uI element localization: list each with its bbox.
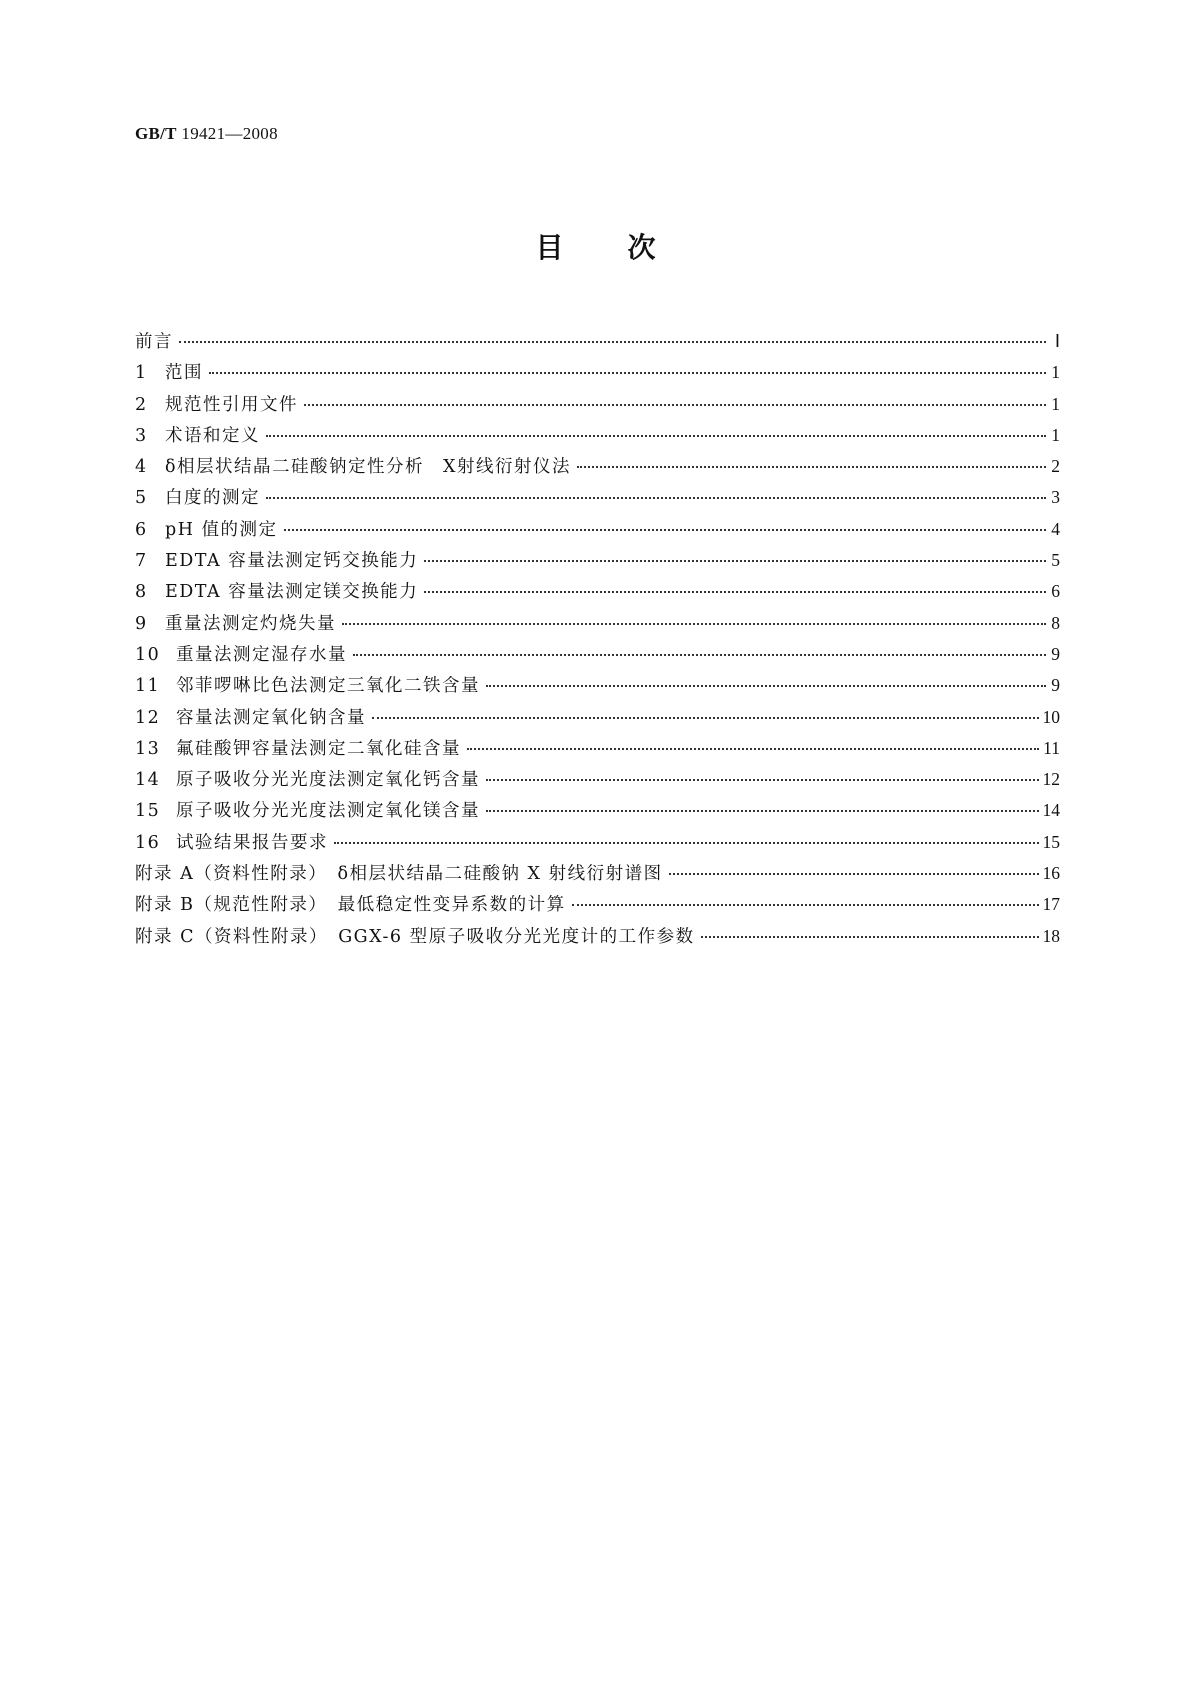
toc-entry-page: 14: [1042, 800, 1060, 821]
toc-dot-leader: [486, 779, 1039, 781]
toc-dot-leader: [209, 372, 1046, 374]
toc-entry-page: 4: [1051, 518, 1060, 539]
toc-entry-number: 1: [135, 363, 148, 384]
toc-entry[interactable]: [135, 422, 1060, 453]
title-char-2: 次: [627, 231, 656, 264]
toc-dot-leader: [372, 717, 1039, 719]
toc-entry-page: 1: [1051, 424, 1060, 445]
toc-dot-leader: [424, 591, 1046, 593]
toc-entry-label: δ相层状结晶二硅酸钠定性分析 X射线衍射仪法: [165, 457, 571, 478]
title-char-1: 目: [535, 231, 564, 264]
toc-entry-label: 原子吸收分光光度法测定氧化镁含量: [176, 801, 480, 822]
toc-entry-number: 8: [135, 582, 148, 603]
toc-entry[interactable]: [135, 860, 1060, 891]
toc-entry-page: 9: [1051, 643, 1060, 664]
table-of-contents: [135, 328, 1060, 954]
page-title: [0, 226, 1191, 266]
toc-entry-number: 13: [135, 738, 161, 759]
toc-dot-leader: [266, 435, 1046, 437]
standard-code: [135, 124, 278, 144]
toc-entry-label: 规范性引用文件: [165, 394, 298, 415]
toc-entry-page: 15: [1042, 831, 1060, 852]
toc-entry[interactable]: [135, 766, 1060, 797]
toc-dot-leader: [572, 904, 1039, 906]
toc-entry-number: 3: [135, 425, 148, 446]
toc-entry-number: 10: [135, 644, 161, 665]
toc-dot-leader: [266, 497, 1046, 499]
toc-dot-leader: [467, 748, 1039, 750]
toc-entry-label: EDTA 容量法测定镁交换能力: [165, 582, 419, 603]
toc-entry-page: 18: [1042, 925, 1060, 946]
toc-dot-leader: [577, 466, 1046, 468]
toc-entry[interactable]: [135, 797, 1060, 828]
toc-entry-page: 10: [1042, 706, 1060, 727]
toc-entry-label: 重量法测定湿存水量: [176, 644, 347, 665]
toc-entry-page: 9: [1051, 675, 1060, 696]
toc-entry-page: 1: [1051, 362, 1060, 383]
toc-entry-page: 12: [1042, 769, 1060, 790]
toc-dot-leader: [486, 685, 1046, 687]
toc-entry-label: 容量法测定氧化钠含量: [176, 707, 366, 728]
toc-entry[interactable]: [135, 704, 1060, 735]
toc-entry-number: 6: [135, 519, 148, 540]
toc-entry-page: 17: [1042, 894, 1060, 915]
toc-entry-page: 3: [1051, 487, 1060, 508]
toc-entry-page: 8: [1051, 612, 1060, 633]
toc-dot-leader: [284, 529, 1046, 531]
toc-entry-label: 试验结果报告要求: [176, 832, 328, 853]
toc-entry-number: 4: [135, 457, 148, 478]
toc-entry-page: 6: [1051, 581, 1060, 602]
toc-entry-label: 术语和定义: [165, 425, 260, 446]
standard-number: 19421—2008: [181, 124, 278, 143]
toc-entry-label: 附录 C（资料性附录） GGX-6 型原子吸收分光光度计的工作参数: [135, 926, 695, 947]
toc-entry-label: 范围: [165, 363, 203, 384]
toc-entry-label: 前言: [135, 332, 173, 352]
toc-entry[interactable]: [135, 578, 1060, 609]
toc-entry-label: pH 值的测定: [165, 519, 278, 540]
standard-prefix: GB/T: [135, 124, 177, 143]
toc-entry-label: 白度的测定: [165, 488, 260, 509]
toc-dot-leader: [342, 623, 1046, 625]
toc-entry[interactable]: [135, 484, 1060, 515]
toc-entry[interactable]: [135, 735, 1060, 766]
toc-entry-page: 5: [1051, 550, 1060, 571]
toc-entry-number: 16: [135, 832, 161, 853]
toc-entry-number: 9: [135, 613, 148, 634]
toc-entry-number: 12: [135, 707, 161, 728]
toc-entry-label: 附录 A（资料性附录） δ相层状结晶二硅酸钠 X 射线衍射谱图: [135, 864, 663, 885]
toc-entry[interactable]: [135, 547, 1060, 578]
toc-entry-page: 2: [1051, 456, 1060, 477]
toc-entry[interactable]: [135, 829, 1060, 860]
toc-entry-number: 11: [135, 676, 161, 697]
toc-dot-leader: [179, 341, 1046, 343]
toc-entry-page: 1: [1051, 393, 1060, 414]
toc-entry[interactable]: [135, 516, 1060, 547]
toc-entry[interactable]: [135, 672, 1060, 703]
toc-entry[interactable]: [135, 923, 1060, 954]
toc-entry[interactable]: [135, 359, 1060, 390]
toc-dot-leader: [424, 560, 1046, 562]
toc-entry-label: 附录 B（规范性附录） 最低稳定性变异系数的计算: [135, 895, 566, 916]
toc-entry-number: 14: [135, 770, 161, 791]
toc-dot-leader: [304, 404, 1046, 406]
toc-entry[interactable]: [135, 453, 1060, 484]
toc-entry-label: 原子吸收分光光度法测定氧化钙含量: [176, 770, 480, 791]
toc-entry[interactable]: [135, 641, 1060, 672]
toc-entry[interactable]: [135, 891, 1060, 922]
toc-entry-label: 邻菲啰啉比色法测定三氧化二铁含量: [176, 676, 480, 697]
toc-entry-label: 重量法测定灼烧失量: [165, 613, 336, 634]
toc-entry-label: 氟硅酸钾容量法测定二氧化硅含量: [176, 738, 461, 759]
toc-entry[interactable]: [135, 610, 1060, 641]
toc-entry[interactable]: [135, 391, 1060, 422]
toc-dot-leader: [701, 936, 1039, 938]
toc-dot-leader: [669, 873, 1039, 875]
toc-entry-number: 2: [135, 394, 148, 415]
toc-dot-leader: [334, 842, 1039, 844]
toc-entry-page: 16: [1042, 863, 1060, 884]
toc-entry-number: 7: [135, 551, 148, 572]
toc-dot-leader: [486, 810, 1039, 812]
toc-entry-page: Ⅰ: [1054, 331, 1060, 351]
toc-entry-number: 5: [135, 488, 148, 509]
toc-entry-number: 15: [135, 801, 161, 822]
toc-entry-page: 11: [1043, 737, 1060, 758]
toc-dot-leader: [353, 654, 1046, 656]
toc-entry[interactable]: [135, 328, 1060, 359]
toc-entry-label: EDTA 容量法测定钙交换能力: [165, 551, 419, 572]
